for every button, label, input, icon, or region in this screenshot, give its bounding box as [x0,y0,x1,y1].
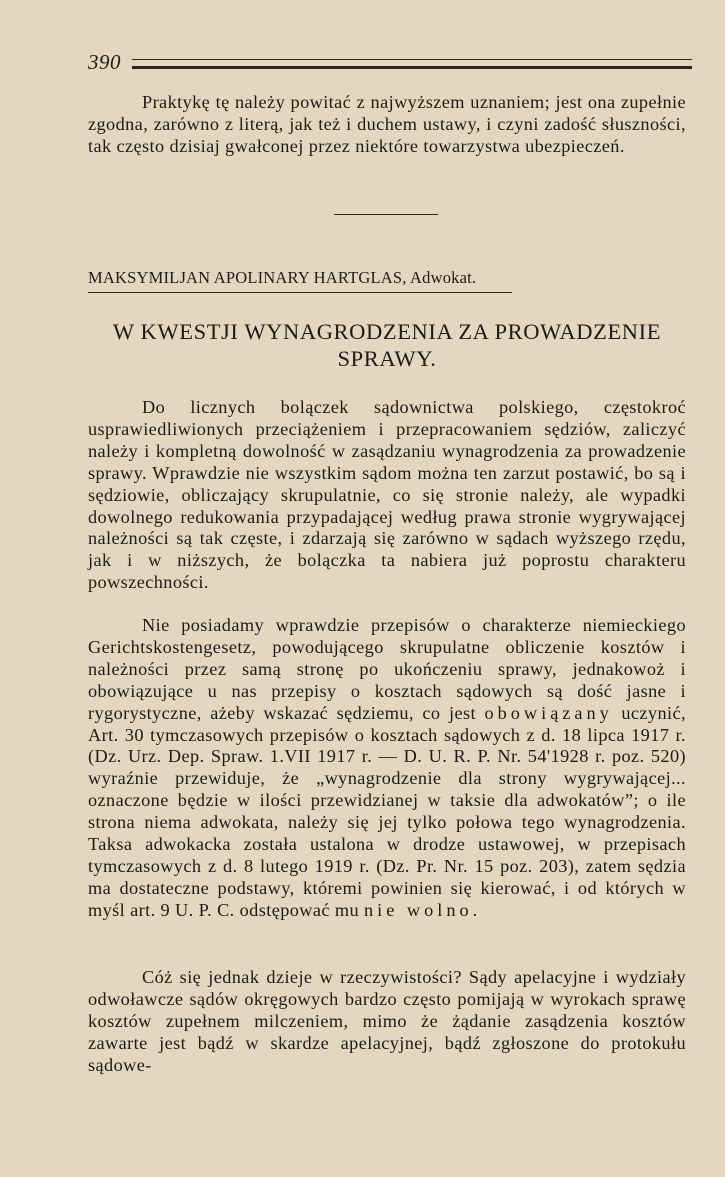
author-role: Adwokat. [410,268,477,287]
page-header [88,50,692,74]
section-divider [334,214,438,215]
header-rule [132,59,692,69]
paragraph-2-text-middle: uczynić, Art. 30 tymczasowych przepisów o kosztach sądowych z d. 18 lipca 1917 r. (Dz. Urz. Dep. Spraw. 1.VII 1917 r. — D. U. R. P. Nr. 54'1928 r. poz. 520) wyraźnie przewiduje, że „wynagrodzenie dla strony wygrywającej... oznaczone będzie w ilości przewidzianej w taksie dla adwokatów”; o ile strona niema adwokata, należy się jej tylko połowa tego wynagrodzenia. Taksa adwokacka została ustalona w drodze ustawowej, w przepisach tymczasowych z d. 8 lutego 1919 r. (Dz. Pr. Nr. 15 poz. 203), zatem sędzia ma dostateczne podstawy, któremi powinien się kierować, i od których w myśl art. 9 U. P. C. odstępować mu [88,702,686,920]
page-number: 390 [88,50,121,74]
emphasis-obowiazany: obowiązany [484,702,613,723]
body-paragraph-1: Do licznych bolączek sądownictwa polskiego, częstokroć usprawiedliwionych przeciążeniem i przepracowaniem sędziów, zaliczyć należy i kompletną dowolność w zasądzaniu wynagrodzenia za prowadzenie sprawy. Wprawdzie nie wszystkim sądom można ten zarzut postawić, bo są i sędziowie, obliczający skrupulatnie, co się stronie należy, ale wypadki dowolnego redukowania przypadającej według prawa stronie wygrywającej należności są tak częste, i zdarzają się zarówno w sądach wyższego rzędu, jak i w niższych, że bolączka ta nabiera już poprostu charakteru powszechności. [88,397,686,593]
author-name: MAKSYMILJAN APOLINARY HARTGLAS, [88,268,407,287]
author-line [88,268,518,288]
intro-paragraph: Praktykę tę należy powitać z najwyższem uznaniem; jest ona zupełnie zgodna, zarówno z literą, jak też i duchem ustawy, i czyni zadość słuszności, tak często dzisiaj gwałconej przez niektóre towarzystwa ubezpieczeń. [88,92,686,156]
article-title: W KWESTJI WYNAGRODZENIA ZA PROWADZENIE SPRAWY. [112,319,662,371]
author-underline [88,292,512,293]
body-paragraph-3: Cóż się jednak dzieje w rzeczywistości? Sądy apelacyjne i wydziały odwoławcze sądów okręgowych bardzo często pomijają w wyrokach sprawę kosztów zupełnem milczeniem, mimo że żądanie zasądzenia kosztów zawarte jest bądź w skardze apelacyjnej, bądź zgłoszone do protokułu sądowe- [88,967,686,1075]
body-paragraph-2 [88,615,686,922]
emphasis-nie-wolno: nie wolno. [364,899,482,920]
paragraph-2-text-start: Nie posiadamy wprawdzie przepisów o charakterze niemieckiego Gerichtskostengesetz, powodującego skrupulatne obliczenie kosztów i należności przez samą stronę po ukończeniu sprawy, jednakowoż i obowiązujące u nas przepisy o kosztach sądowych są dość jasne i rygorystyczne, ażeby wskazać sędziemu, co jest [88,615,686,723]
